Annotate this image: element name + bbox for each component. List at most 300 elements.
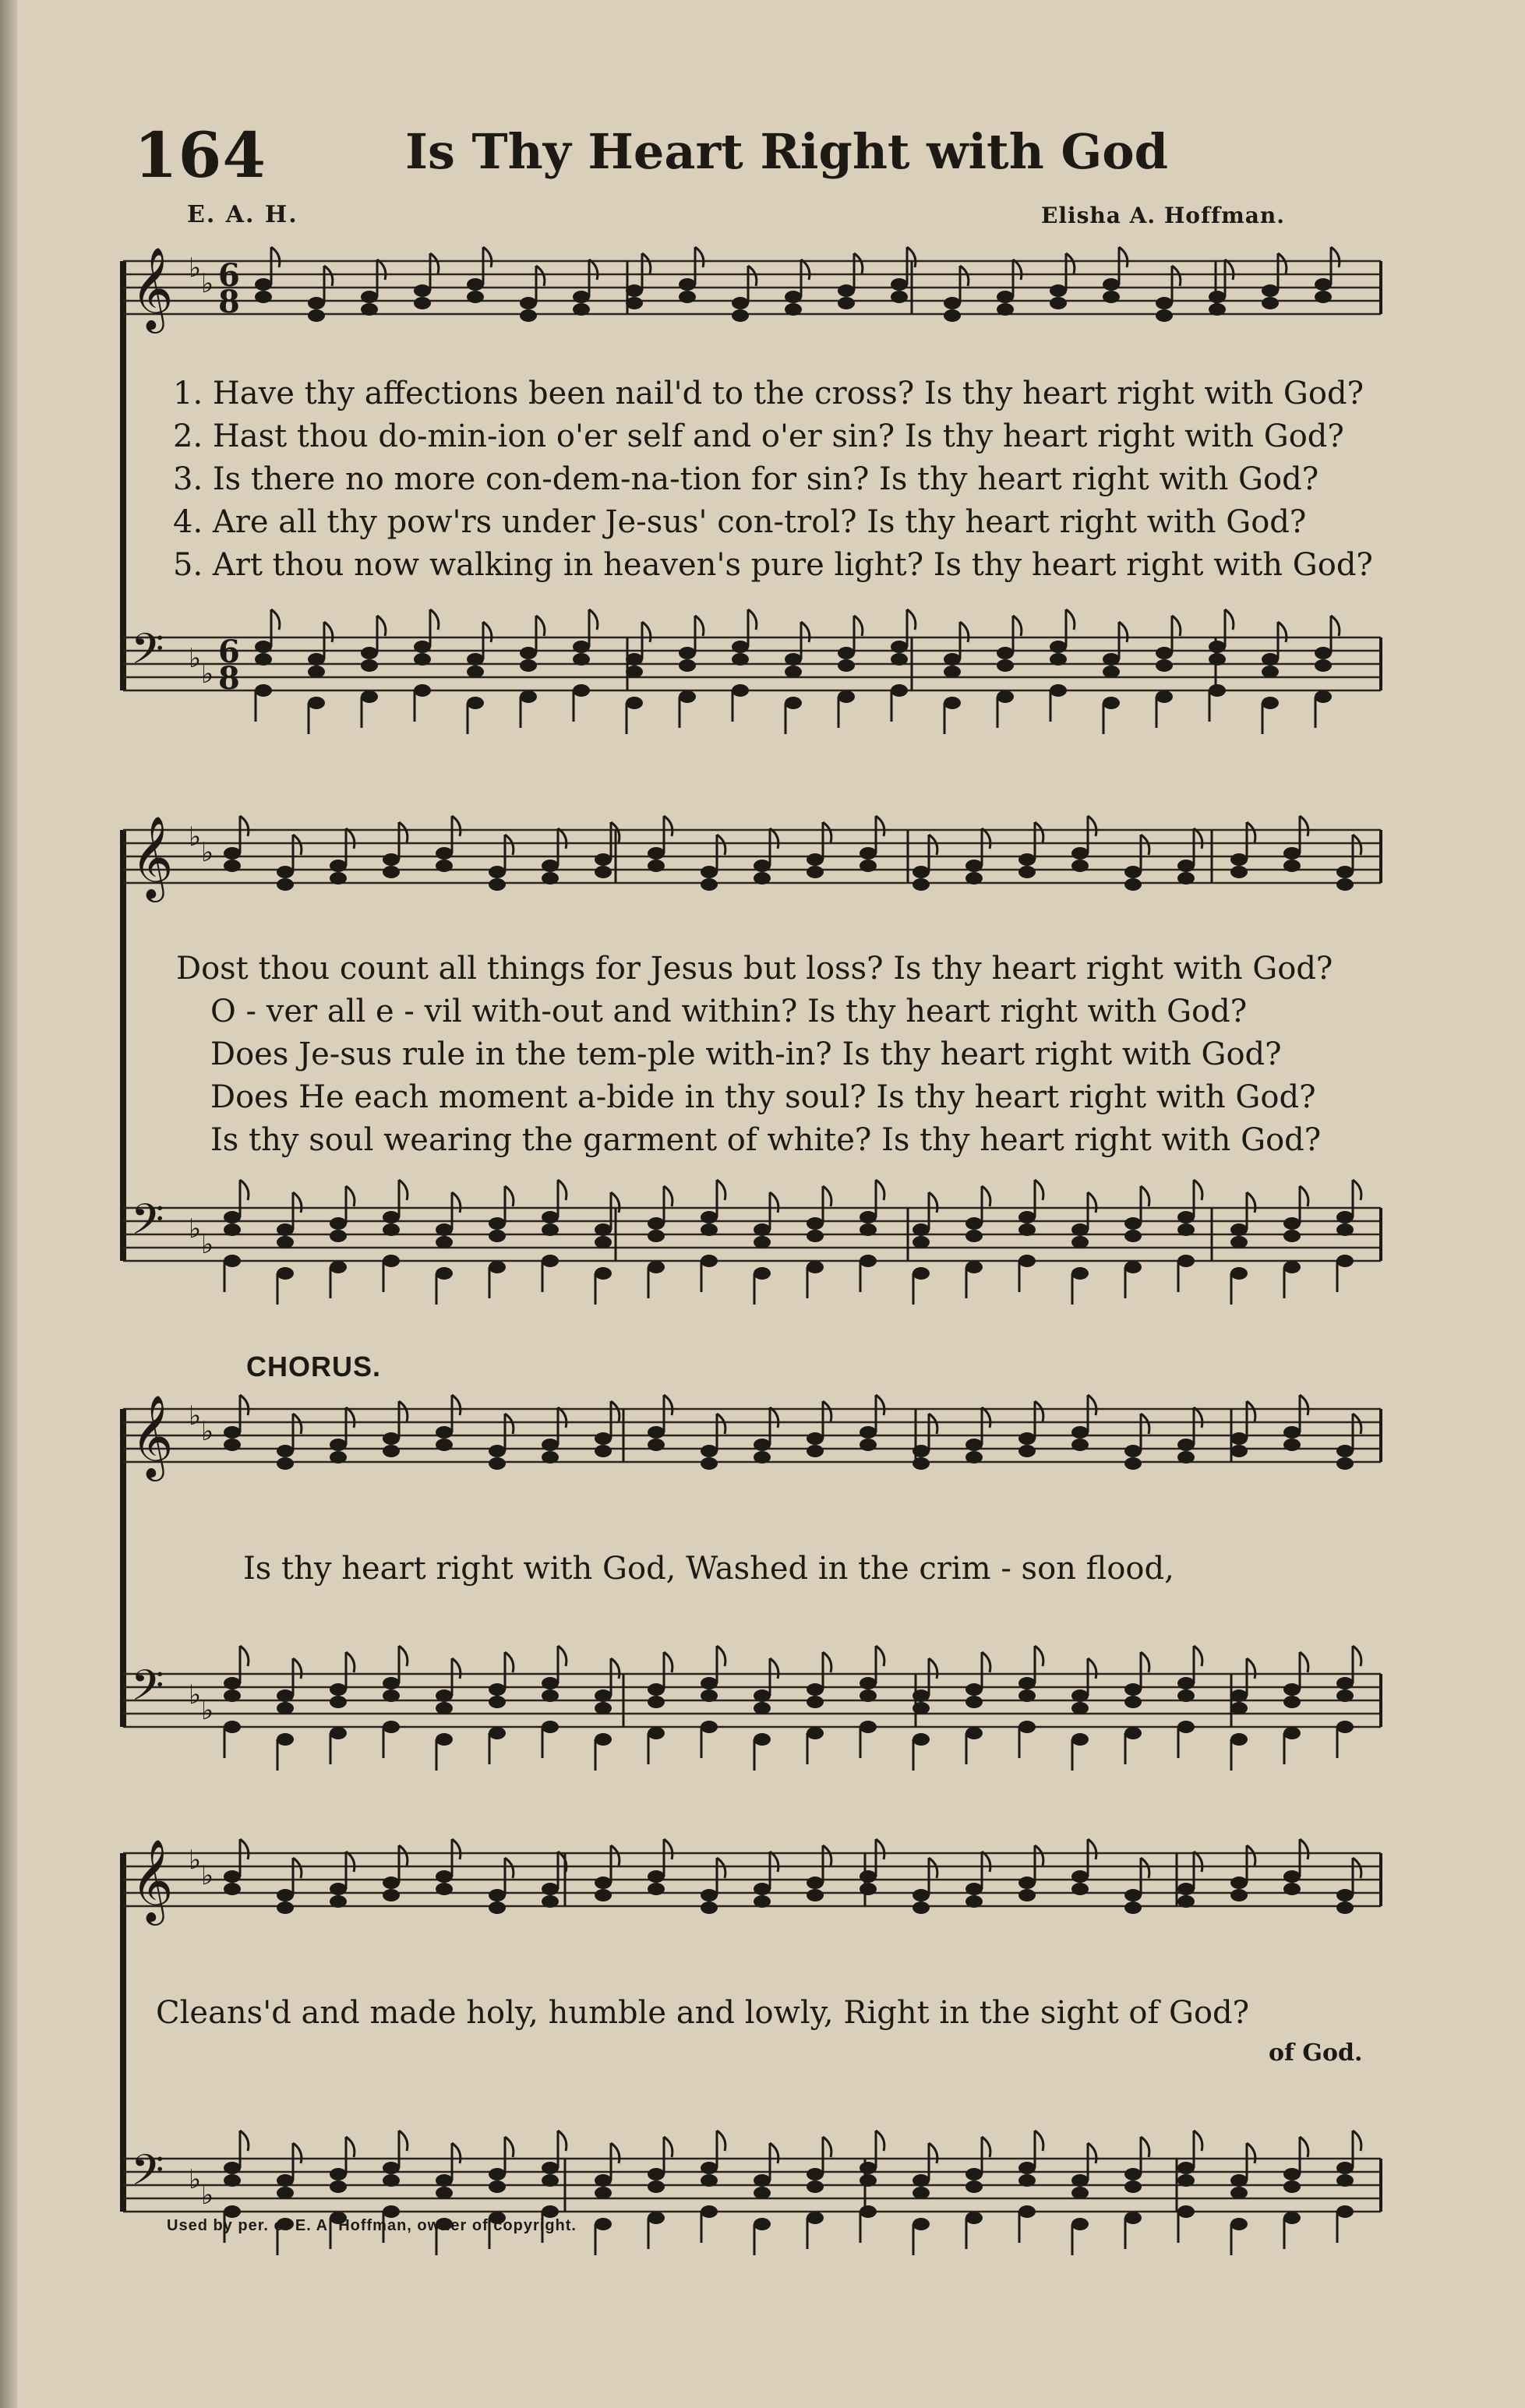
note-head	[860, 1677, 877, 1689]
note-head	[436, 1267, 453, 1280]
note-head	[330, 1230, 347, 1242]
note-head	[467, 291, 484, 303]
note-flag	[1353, 1646, 1361, 1666]
flat-sign-icon: ♭	[201, 1416, 214, 1447]
note-flag	[982, 2137, 990, 2157]
note-head	[277, 1901, 294, 1914]
note-head	[489, 1261, 506, 1273]
note-head	[542, 1255, 559, 1267]
note-head	[436, 1223, 453, 1236]
note-head	[1018, 2205, 1036, 2218]
note-flag	[1331, 247, 1340, 267]
note-head	[648, 1261, 665, 1273]
note-head	[383, 1877, 400, 1889]
note-head	[860, 1223, 877, 1236]
note-head	[383, 1689, 400, 1702]
note-head	[467, 697, 484, 709]
note-flag	[664, 1395, 672, 1415]
note-head	[595, 1877, 612, 1889]
note-head	[648, 1230, 665, 1242]
note-flag	[1194, 1180, 1202, 1200]
note-head	[1209, 684, 1226, 697]
note-head	[1209, 641, 1226, 653]
note-head	[520, 659, 537, 672]
note-head	[626, 697, 643, 709]
note-head	[573, 641, 590, 653]
note-head	[1018, 1889, 1036, 1901]
note-head	[1018, 853, 1036, 866]
note-head	[838, 690, 855, 703]
note-flag	[823, 1845, 831, 1866]
note-head	[277, 1223, 294, 1236]
note-head	[965, 1230, 983, 1242]
note-flag	[452, 1395, 461, 1415]
note-head	[436, 1439, 453, 1451]
note-flag	[399, 1646, 408, 1666]
note-head	[277, 1457, 294, 1470]
note-flag	[452, 1658, 461, 1679]
note-head	[1018, 1211, 1036, 1223]
note-flag	[1035, 1646, 1043, 1666]
note-head	[891, 278, 908, 291]
note-head	[1071, 1236, 1089, 1248]
note-head	[1124, 2212, 1142, 2224]
note-head	[361, 690, 378, 703]
note-head	[224, 1426, 241, 1439]
note-flag	[452, 816, 461, 836]
note-head	[679, 647, 696, 659]
note-head	[595, 2218, 612, 2230]
note-head	[701, 1677, 718, 1689]
note-flag	[876, 1395, 884, 1415]
note-flag	[717, 1646, 725, 1666]
verse-1-line-b: Dost thou count all things for Jesus but loss? Is thy heart right with God?	[176, 951, 1333, 987]
note-head	[1230, 1223, 1248, 1236]
note-head	[436, 1702, 453, 1714]
note-head	[1018, 1445, 1036, 1457]
note-head	[1050, 684, 1067, 697]
note-head	[595, 2187, 612, 2199]
note-head	[860, 2162, 877, 2174]
note-head	[807, 1877, 824, 1889]
note-head	[595, 1689, 612, 1702]
note-head	[626, 653, 643, 666]
note-flag	[770, 1658, 778, 1679]
note-head	[944, 697, 961, 709]
note-head	[754, 1439, 771, 1451]
note-head	[648, 860, 665, 872]
note-head	[732, 684, 749, 697]
note-head	[1336, 1457, 1354, 1470]
note-head	[1283, 1230, 1301, 1242]
flat-sign-icon: ♭	[189, 2164, 202, 2195]
note-head	[224, 847, 241, 860]
note-head	[308, 309, 325, 322]
note-flag	[452, 1839, 461, 1859]
note-head	[436, 860, 453, 872]
chorus-alt-lyric: of God.	[1269, 2039, 1363, 2067]
note-head	[520, 690, 537, 703]
note-flag	[1119, 247, 1128, 267]
note-head	[1336, 866, 1354, 878]
note-head	[648, 2168, 665, 2180]
note-flag	[664, 1839, 672, 1859]
note-head	[595, 1223, 612, 1236]
note-head	[414, 684, 431, 697]
note-head	[860, 1426, 877, 1439]
note-head	[224, 2205, 241, 2218]
note-head	[330, 1696, 347, 1708]
note-head	[860, 2205, 877, 2218]
note-head	[1124, 878, 1142, 891]
note-head	[1124, 1230, 1142, 1242]
note-head	[679, 690, 696, 703]
note-flag	[452, 1192, 461, 1213]
note-head	[330, 1217, 347, 1230]
note-head	[467, 278, 484, 291]
note-head	[573, 291, 590, 303]
note-head	[436, 1733, 453, 1746]
note-head	[330, 872, 347, 884]
note-head	[807, 866, 824, 878]
note-head	[965, 872, 983, 884]
bass-clef-icon: 𝄢	[131, 624, 164, 684]
note-flag	[1066, 253, 1075, 274]
note-flag	[399, 2131, 408, 2151]
flat-sign-icon: ♭	[201, 268, 214, 299]
note-flag	[1194, 1646, 1202, 1666]
note-head	[1262, 697, 1279, 709]
note-head	[1018, 1877, 1036, 1889]
note-flag	[770, 1407, 778, 1428]
note-head	[807, 2212, 824, 2224]
note-head	[1177, 1895, 1195, 1908]
note-flag	[823, 1401, 831, 1421]
note-head	[1018, 2162, 1036, 2174]
note-head	[913, 1689, 930, 1702]
note-head	[383, 2162, 400, 2174]
note-head	[520, 297, 537, 309]
note-head	[436, 1236, 453, 1248]
note-flag	[377, 260, 386, 280]
note-head	[489, 878, 506, 891]
note-head	[414, 653, 431, 666]
note-head	[1103, 697, 1120, 709]
note-head	[701, 1211, 718, 1223]
flat-sign-icon: ♭	[201, 1860, 214, 1891]
note-head	[520, 309, 537, 322]
note-flag	[589, 609, 598, 630]
note-head	[383, 1445, 400, 1457]
verse-3-line-b: Does Je-sus rule in the tem-ple with-in? Is thy heart right with God?	[210, 1036, 1282, 1072]
note-head	[807, 1696, 824, 1708]
note-head	[1262, 666, 1279, 678]
note-flag	[1300, 816, 1308, 836]
note-head	[361, 647, 378, 659]
note-head	[1315, 647, 1332, 659]
note-head	[1209, 291, 1226, 303]
note-head	[277, 1689, 294, 1702]
note-head	[1124, 1683, 1142, 1696]
flat-sign-icon: ♭	[189, 1679, 202, 1711]
note-head	[489, 1445, 506, 1457]
note-flag	[907, 609, 916, 630]
note-head	[489, 1457, 506, 1470]
note-head	[732, 653, 749, 666]
note-head	[913, 1889, 930, 1901]
note-head	[648, 1883, 665, 1895]
note-head	[754, 1895, 771, 1908]
note-flag	[1353, 1414, 1361, 1434]
note-head	[1262, 284, 1279, 297]
note-head	[965, 1451, 983, 1464]
note-head	[1018, 1677, 1036, 1689]
note-head	[965, 860, 983, 872]
note-head	[1018, 1689, 1036, 1702]
note-head	[701, 2162, 718, 2174]
note-head	[997, 303, 1014, 316]
note-head	[255, 653, 272, 666]
note-head	[701, 1223, 718, 1236]
note-head	[224, 1689, 241, 1702]
note-flag	[770, 1852, 778, 1872]
note-head	[913, 1901, 930, 1914]
note-head	[1124, 1261, 1142, 1273]
note-head	[595, 853, 612, 866]
note-head	[277, 1889, 294, 1901]
note-flag	[929, 1658, 937, 1679]
note-head	[965, 1439, 983, 1451]
note-head	[626, 297, 643, 309]
note-head	[679, 278, 696, 291]
note-head	[1283, 1870, 1301, 1883]
note-head	[997, 690, 1014, 703]
bass-clef-icon: 𝄢	[131, 1195, 164, 1255]
note-head	[414, 284, 431, 297]
note-head	[467, 666, 484, 678]
note-head	[997, 659, 1014, 672]
note-head	[1315, 278, 1332, 291]
note-head	[224, 2174, 241, 2187]
verse-2-line-a: 2. Hast thou do-min-ion o'er self and o'er sin? Is thy heart right with God?	[173, 418, 1344, 454]
note-head	[542, 1883, 559, 1895]
note-flag	[483, 247, 492, 267]
note-head	[1283, 860, 1301, 872]
time-signature-top: 6	[218, 257, 240, 294]
note-head	[520, 647, 537, 659]
note-flag	[346, 1652, 355, 1672]
note-head	[330, 2168, 347, 2180]
note-flag	[717, 1180, 725, 1200]
composer-credit: Elisha A. Hoffman.	[1041, 203, 1285, 228]
note-head	[1283, 1727, 1301, 1739]
note-flag	[1247, 1845, 1255, 1866]
note-head	[542, 2162, 559, 2174]
note-head	[1336, 1901, 1354, 1914]
note-head	[595, 1733, 612, 1746]
copyright-footnote: Used by per. of E. A. Hoffman, owner of copyright.	[167, 2217, 577, 2234]
note-head	[701, 1689, 718, 1702]
note-head	[701, 1901, 718, 1914]
note-head	[860, 1255, 877, 1267]
note-head	[436, 2174, 453, 2187]
note-head	[224, 1883, 241, 1895]
note-head	[330, 1883, 347, 1895]
note-flag	[1353, 835, 1361, 855]
note-flag	[770, 2143, 778, 2163]
note-head	[1071, 1702, 1089, 1714]
note-flag	[695, 247, 704, 267]
flat-sign-icon: ♭	[189, 821, 202, 853]
note-head	[1283, 1696, 1301, 1708]
treble-clef-icon: 𝄞	[131, 1838, 174, 1922]
hymn-title: Is Thy Heart Right with God	[405, 123, 1169, 180]
note-flag	[1300, 1652, 1308, 1672]
note-head	[860, 1883, 877, 1895]
time-signature-bottom: 8	[218, 284, 240, 320]
note-flag	[293, 1858, 302, 1878]
note-flag	[271, 247, 280, 267]
note-head	[754, 2218, 771, 2230]
note-head	[383, 2174, 400, 2187]
note-head	[913, 2218, 930, 2230]
note-flag	[876, 2131, 884, 2151]
note-flag	[1141, 1186, 1149, 1206]
note-head	[1177, 1211, 1195, 1223]
note-head	[754, 872, 771, 884]
note-head	[1177, 2174, 1195, 2187]
note-flag	[1194, 1852, 1202, 1872]
note-head	[595, 866, 612, 878]
note-head	[1018, 1223, 1036, 1236]
note-head	[1103, 653, 1120, 666]
note-head	[1071, 1870, 1089, 1883]
note-head	[436, 847, 453, 860]
flat-sign-icon: ♭	[189, 252, 202, 284]
note-head	[224, 1223, 241, 1236]
note-head	[1315, 291, 1332, 303]
verse-2-line-b: O - ver all e - vil with-out and within? Is thy heart right with God?	[210, 994, 1248, 1029]
note-head	[1336, 1255, 1354, 1267]
note-head	[1124, 2180, 1142, 2193]
treble-clef-icon: 𝄞	[131, 1394, 174, 1478]
note-head	[965, 2180, 983, 2193]
note-flag	[1088, 1658, 1096, 1679]
note-flag	[240, 1839, 249, 1859]
note-head	[1071, 2218, 1089, 2230]
note-flag	[1141, 1858, 1149, 1878]
note-head	[732, 309, 749, 322]
note-head	[1071, 2187, 1089, 2199]
note-head	[489, 1889, 506, 1901]
note-flag	[1141, 2137, 1149, 2157]
note-head	[807, 2180, 824, 2193]
note-flag	[536, 266, 545, 286]
note-head	[754, 860, 771, 872]
note-flag	[929, 1858, 937, 1878]
note-head	[383, 866, 400, 878]
note-head	[1071, 1689, 1089, 1702]
note-head	[1230, 1733, 1248, 1746]
note-flag	[1035, 822, 1043, 842]
note-flag	[346, 1407, 355, 1428]
note-head	[224, 860, 241, 872]
note-head	[965, 2168, 983, 2180]
note-flag	[399, 1845, 408, 1866]
note-head	[648, 1696, 665, 1708]
note-flag	[770, 828, 778, 849]
note-head	[308, 666, 325, 678]
note-head	[891, 641, 908, 653]
note-head	[1283, 1439, 1301, 1451]
note-head	[913, 878, 930, 891]
note-head	[436, 1883, 453, 1895]
chorus-line-2: Cleans'd and made holy, humble and lowly, Right in the sight of God?	[156, 1995, 1250, 2031]
note-flag	[430, 253, 439, 274]
note-head	[1177, 1255, 1195, 1267]
note-head	[754, 1733, 771, 1746]
note-head	[1336, 2205, 1354, 2218]
note-head	[997, 291, 1014, 303]
note-flag	[611, 1401, 620, 1421]
note-head	[913, 2174, 930, 2187]
note-head	[807, 1727, 824, 1739]
note-flag	[960, 622, 969, 642]
note-head	[1050, 653, 1067, 666]
note-flag	[1013, 260, 1022, 280]
note-head	[1336, 1721, 1354, 1733]
note-flag	[1300, 1839, 1308, 1859]
note-flag	[717, 2131, 725, 2151]
note-head	[1177, 1439, 1195, 1451]
note-flag	[1035, 2131, 1043, 2151]
note-head	[489, 2180, 506, 2193]
note-head	[754, 1883, 771, 1895]
note-head	[1336, 1689, 1354, 1702]
verse-5-line-a: 5. Art thou now walking in heaven's pure light? Is thy heart right with God?	[173, 547, 1373, 583]
note-head	[626, 284, 643, 297]
note-head	[807, 1261, 824, 1273]
note-head	[965, 1261, 983, 1273]
note-flag	[748, 609, 757, 630]
note-head	[489, 2168, 506, 2180]
note-head	[754, 1223, 771, 1236]
note-head	[965, 1683, 983, 1696]
note-head	[1124, 1445, 1142, 1457]
note-head	[1283, 1426, 1301, 1439]
note-flag	[1225, 609, 1234, 630]
note-head	[754, 2174, 771, 2187]
note-head	[807, 1432, 824, 1445]
note-head	[1124, 1217, 1142, 1230]
note-head	[754, 1236, 771, 1248]
note-flag	[611, 2143, 620, 2163]
note-head	[1283, 1683, 1301, 1696]
note-head	[1018, 1255, 1036, 1267]
note-head	[1177, 1223, 1195, 1236]
note-flag	[1247, 1192, 1255, 1213]
note-head	[255, 278, 272, 291]
note-head	[913, 1445, 930, 1457]
note-flag	[748, 266, 757, 286]
note-head	[224, 1677, 241, 1689]
note-head	[891, 291, 908, 303]
note-head	[595, 1432, 612, 1445]
note-flag	[717, 1858, 725, 1878]
note-head	[1230, 2187, 1248, 2199]
note-head	[807, 1230, 824, 1242]
note-flag	[293, 1414, 302, 1434]
